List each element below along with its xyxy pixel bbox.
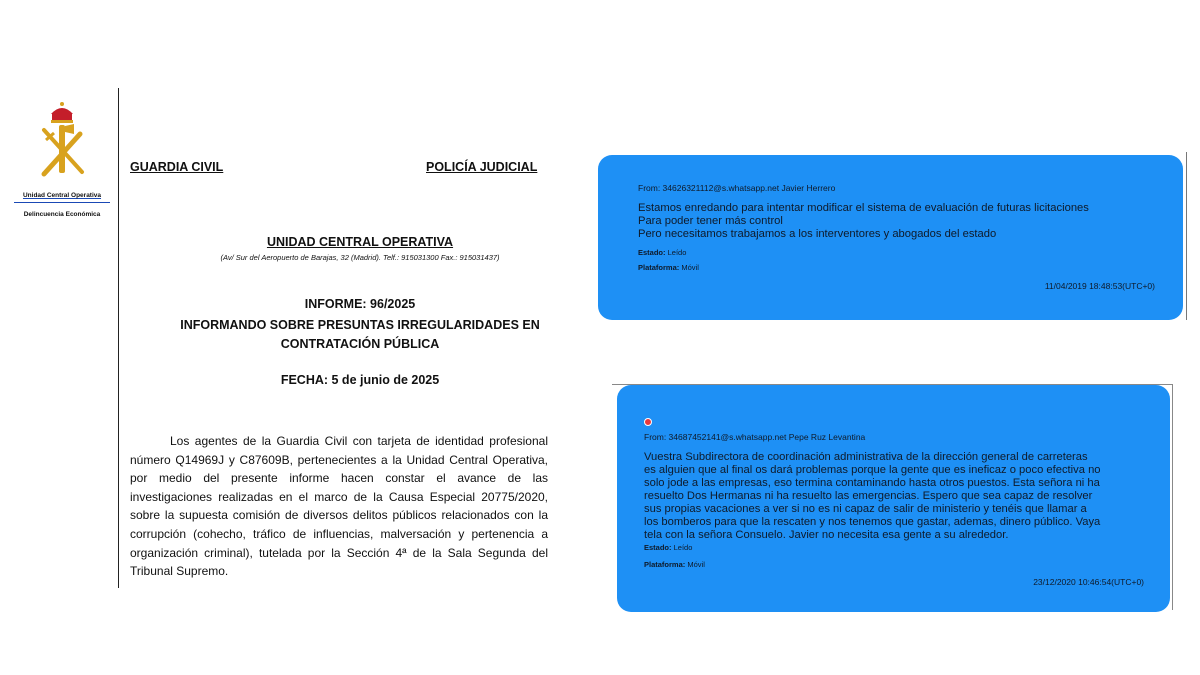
emblem-unit-name: Unidad Central Operativa: [22, 192, 102, 199]
message-platform-label: Plataforma:: [644, 560, 686, 569]
message-state: [644, 543, 692, 552]
report-body: Los agentes de la Guardia Civil con tarjeta de identidad profesional número Q14969J y C87609B, pertenecientes a la Unidad Central Operativa, por medio del presente informe hacen constar el avance de las investigaciones realizadas en el marco de la Causa Especial 20775/2020, sobre la supuesta comisión de diversos delitos públicos relacionados con la corrupción (cohecho, tráfico de influencias, malversación y pertenencia a organización criminal), tutelada por la Sección 4ª de la Sala Segunda del Tribunal Supremo.: [130, 434, 548, 579]
emblem-block: [12, 100, 112, 218]
report-subject-line-2: CONTRATACIÓN PÚBLICA: [280, 337, 440, 351]
message-state: [638, 248, 686, 257]
guardia-civil-emblem-icon: [32, 100, 92, 180]
report-number: INFORME: 96/2025: [304, 297, 416, 311]
message-platform: [644, 560, 705, 569]
message-timestamp: 11/04/2019 18:48:53(UTC+0): [1044, 281, 1155, 291]
message-text: Estamos enredando para intentar modificar el sistema de evaluación de futuras licitaciones Para poder tener más control Pero necesitamos trabajamos a los interventores y abogados del estado: [638, 202, 1089, 240]
message-state-label: Estado:: [644, 543, 672, 552]
message-sender: From: 34626321112@s.whatsapp.net Javier Herrero: [638, 183, 836, 193]
message-platform-value: Móvil: [687, 560, 705, 569]
message-state-label: Estado:: [638, 248, 666, 257]
margin-rule: [118, 88, 119, 588]
unit-address: (Av/ Sur del Aeropuerto de Barajas, 32 (Madrid). Telf.: 915031300 Fax.: 915031437): [220, 253, 500, 262]
message-platform-label: Plataforma:: [638, 263, 680, 272]
unread-dot-icon: [644, 418, 652, 426]
message-timestamp: 23/12/2020 10:46:54(UTC+0): [1033, 577, 1144, 587]
message-bubble: [598, 155, 1183, 320]
message-state-value: Leído: [667, 248, 687, 257]
message-text: Vuestra Subdirectora de coordinación administrativa de la dirección general de carreteras es alguien que al final os dará problemas porque la gente que es ineficaz o poco efectiva no solo jode a las empresas, eso termina contaminando hasta otros puestos. Esta señora ni ha resuelto Dos Hermanas ni ha resuelto las emergencias. Espero que sea capaz de resolver sus propias vacaciones a ver si no es ni capaz de salir de ministerio y tenéis que llamar a los bomberos para que la rescaten y nos tenemos que gastar, ademas, dinero público. Vaya tela con la señora Consuelo. Javier no necesita esa gente a su alrededor.: [644, 451, 1101, 541]
bubble-2-shadow-right: [1172, 384, 1173, 610]
message-platform-value: Móvil: [681, 263, 699, 272]
message-sender: From: 34687452141@s.whatsapp.net Pepe Ruz Levantina: [644, 432, 866, 442]
message-platform: [638, 263, 699, 272]
report-subject: [130, 316, 590, 354]
message-bubble: [617, 385, 1170, 612]
report-date: FECHA: 5 de junio de 2025: [280, 373, 440, 387]
emblem-divider: [14, 202, 110, 203]
bubble-1-shadow: [1186, 152, 1187, 320]
message-state-value: Leído: [673, 543, 693, 552]
unit-title: UNIDAD CENTRAL OPERATIVA: [266, 235, 454, 249]
emblem-department-name: Delincuencia Económica: [23, 211, 101, 218]
report-subject-line-1: INFORMANDO SOBRE PRESUNTAS IRREGULARIDADES EN: [180, 318, 540, 332]
header-policia-judicial: POLICÍA JUDICIAL: [426, 160, 538, 174]
header-guardia-civil: GUARDIA CIVIL: [130, 160, 224, 174]
